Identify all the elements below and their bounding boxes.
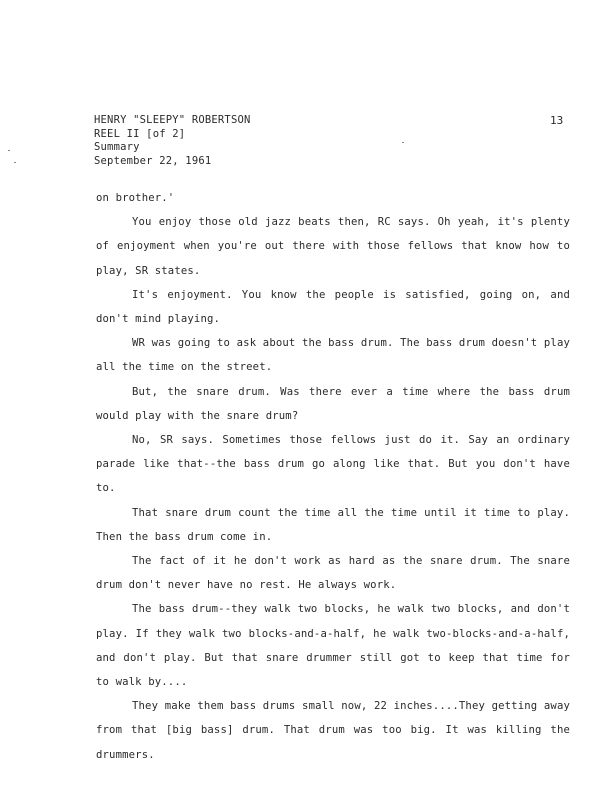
interview-date: September 22, 1961 [94, 154, 212, 167]
document-header [94, 114, 251, 168]
paragraph: You enjoy those old jazz beats then, RC says. Oh yeah, it's plenty of enjoyment when you're out there with those fellows that know how to play, SR states. [96, 216, 570, 277]
scan-speck [402, 142, 404, 143]
paragraph: on brother.' [96, 192, 175, 204]
scan-speck [8, 150, 10, 151]
reel-label: REEL II [of 2] [94, 127, 186, 140]
page-number: 13 [550, 114, 564, 127]
paragraph: WR was going to ask about the bass drum. The bass drum doesn't play all the time on the street. [96, 337, 570, 374]
paragraph: But, the snare drum. Was there ever a time where the bass drum would play with the snare drum? [96, 385, 570, 422]
paragraph: They make them bass drums small now, 22 inches....They getting away from that [big bass] drum. That drum was too big. It was killing the drummers. [96, 700, 570, 761]
paragraph: It's enjoyment. You know the people is satisfied, going on, and don't mind playing. [96, 288, 570, 326]
paragraph: No, SR says. Sometimes those fellows just do it. Say an ordinary parade like that--the bass drum go along like that. But you don't have to. [96, 434, 570, 495]
transcript-body [96, 186, 570, 767]
paragraph: The fact of it he don't work as hard as the snare drum. The snare drum don't never have no rest. He always work. [96, 555, 570, 592]
scan-speck [14, 162, 16, 163]
interviewee-name: HENRY "SLEEPY" ROBERTSON [94, 114, 251, 126]
paragraph: The bass drum--they walk two blocks, he walk two blocks, and don't play. If they walk two blocks-and-a-half, he walk two-blocks-and-a-half, and don't play. But that snare drummer still got to keep that time for to walk by.... [96, 603, 570, 689]
document-type: Summary [94, 141, 140, 153]
paragraph: That snare drum count the time all the time until it time to play. Then the bass drum come in. [96, 506, 570, 543]
